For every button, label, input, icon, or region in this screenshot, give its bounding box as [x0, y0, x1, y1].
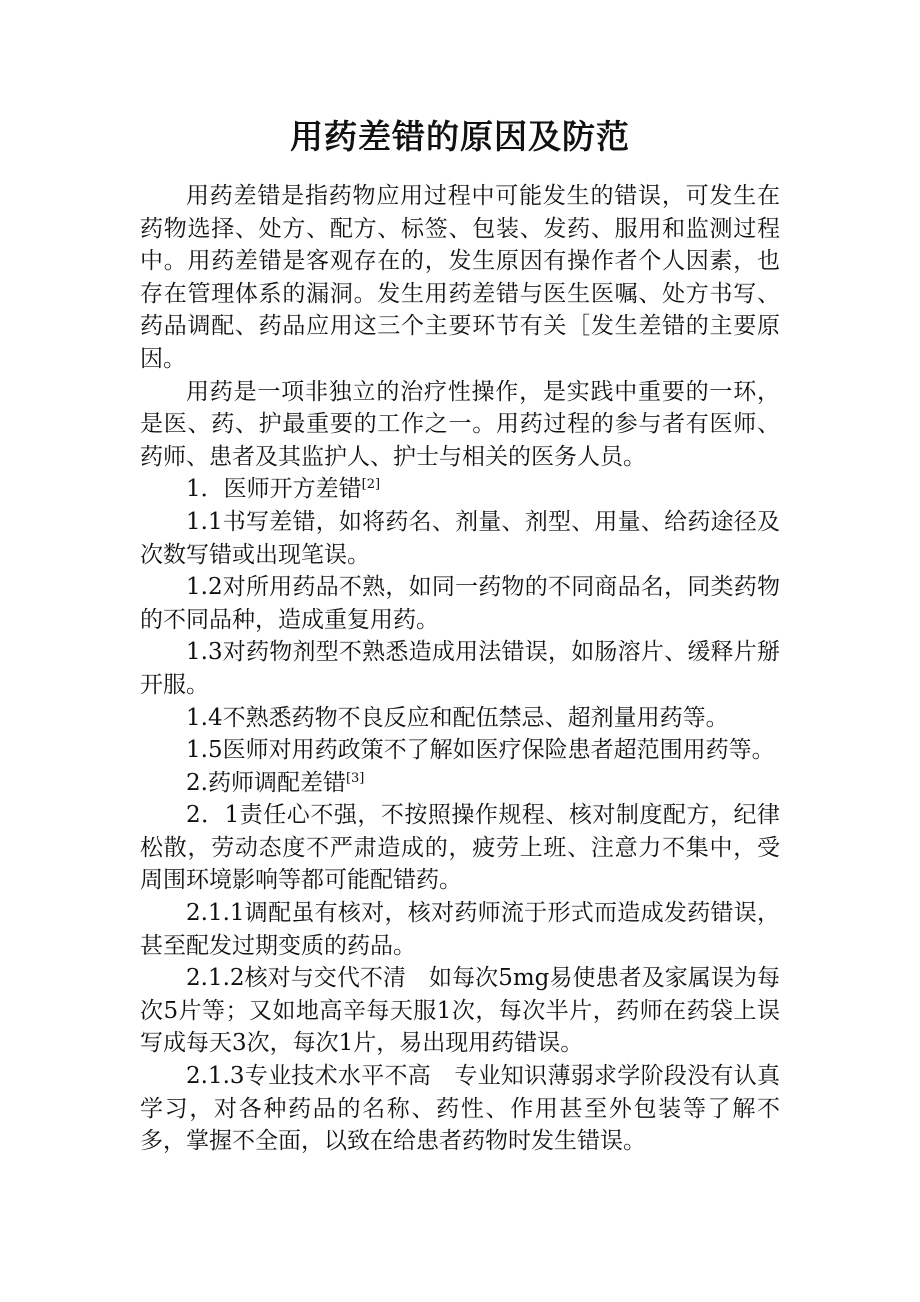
- paragraph-1-4: [140, 702, 780, 735]
- citation-ref: [3]: [345, 770, 365, 786]
- paragraph-text: 2．1责任心不强，不按照操作规程、核对制度配方，纪律松散，劳动态度不严肃造成的，疲劳上班、注意力不集中，受周围环境影响等都可能配错药。: [140, 802, 780, 894]
- paragraph-definition: [140, 180, 780, 376]
- paragraph-text: 2.1.2核对与交代不清 如每次5mg易使患者及家属误为每次5片等；又如地高辛每天服1次，每次半片，药师在药袋上误写成每天3次，每次1片，易出现用药错误。: [140, 965, 780, 1057]
- paragraph-text: 1.3对药物剂型不熟悉造成用法错误，如肠溶片、缓释片掰开服。: [140, 639, 780, 698]
- document-body: [140, 180, 780, 1158]
- paragraph-text: 1.1书写差错，如将药名、剂量、剂型、用量、给药途径及次数写错或出现笔误。: [140, 508, 780, 568]
- paragraph-text: 2.药师调配差错: [186, 769, 346, 796]
- paragraph-1-1: [140, 506, 780, 571]
- paragraph-text: 1.5医师对用药政策不了解如医疗保险患者超范围用药等。: [186, 737, 775, 764]
- paragraph-text: 用药是一项非独立的治疗性操作，是实践中重要的一环，是医、药、护最重要的工作之一。用药过程的参与者有医师、药师、患者及其监护人、护士与相关的医务人员。: [140, 378, 780, 470]
- paragraph-1-3: [140, 636, 780, 701]
- paragraph-2-1-3: [140, 1060, 780, 1158]
- document-title: 用药差错的原因及防范: [290, 117, 630, 156]
- paragraph-2-1: [140, 799, 780, 897]
- section-heading-1: [140, 473, 780, 506]
- paragraph-text: 1.4不熟悉药物不良反应和配伍禁忌、超剂量用药等。: [186, 704, 729, 731]
- paragraph-role: [140, 376, 780, 474]
- paragraph-text: 用药差错是指药物应用过程中可能发生的错误，可发生在药物选择、处方、配方、标签、包装、发药、服用和监测过程中。用药差错是客观存在的，发生原因有操作者个人因素，也存在管理体系的漏洞。发生用药差错与医生医嘱、处方书写、药品调配、药品应用这三个主要环节有关［发生差错的主要原因。: [140, 183, 780, 372]
- paragraph-2-1-1: [140, 897, 780, 962]
- citation-ref: [2]: [361, 477, 381, 493]
- paragraph-1-2: [140, 571, 780, 636]
- section-heading-2: [140, 767, 780, 800]
- paragraph-2-1-2: [140, 962, 780, 1060]
- paragraph-text: 2.1.3专业技术水平不高 专业知识薄弱求学阶段没有认真学习，对各种药品的名称、药性、作用甚至外包装等了解不多，掌握不全面，以致在给患者药物时发生错误。: [140, 1063, 780, 1155]
- paragraph-text: 1.2对所用药品不熟，如同一药物的不同商品名，同类药物的不同品种，造成重复用药。: [140, 574, 780, 633]
- paragraph-1-5: [140, 734, 780, 767]
- paragraph-text: 2.1.1调配虽有核对，核对药师流于形式而造成发药错误，甚至配发过期变质的药品。: [140, 900, 780, 959]
- paragraph-text: 1．医师开方差错: [186, 476, 362, 503]
